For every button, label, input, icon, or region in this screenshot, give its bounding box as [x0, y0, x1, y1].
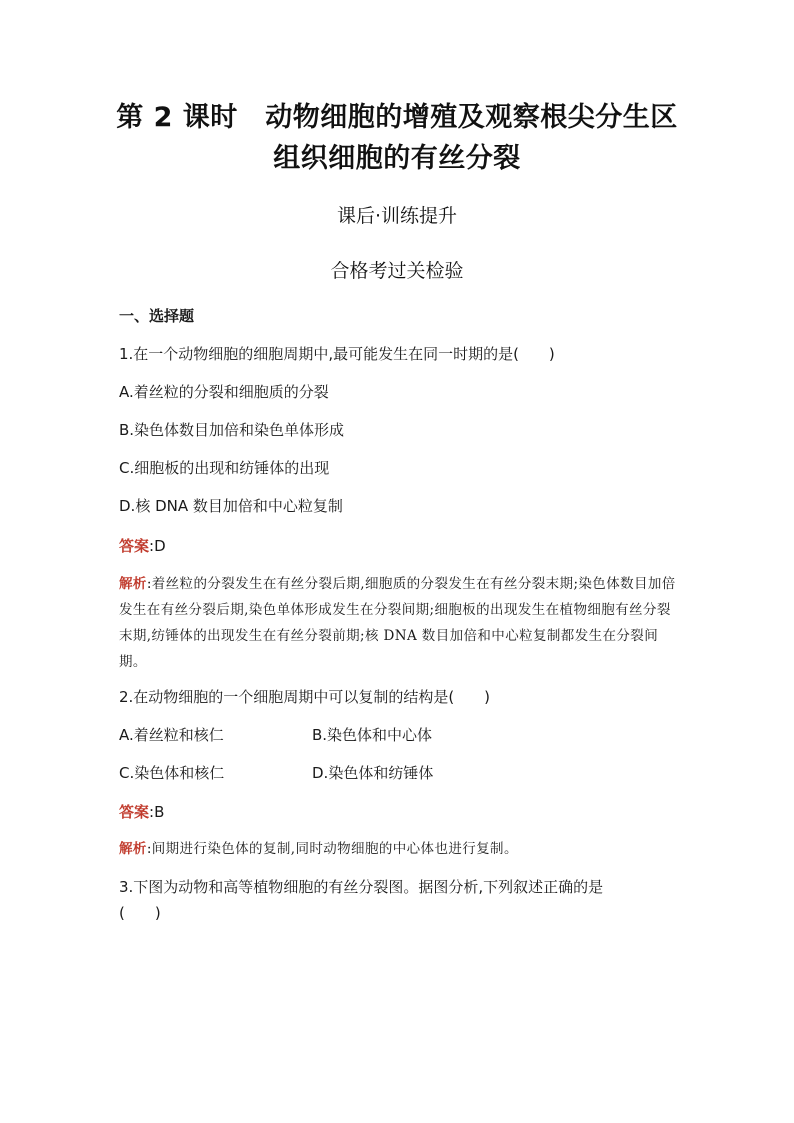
analysis-text: :间期进行染色体的复制,同时动物细胞的中心体也进行复制。: [146, 841, 518, 857]
answer-label: 答案: [119, 537, 150, 555]
lesson-title-line-2: 组织细胞的有丝分裂: [273, 143, 521, 174]
question-2-answer: [119, 801, 164, 823]
question-1-answer: [119, 535, 166, 557]
part-label: 一、选择题: [119, 307, 195, 325]
question-1-option-a: A.着丝粒的分裂和细胞质的分裂: [119, 383, 329, 401]
analysis-text: :着丝粒的分裂发生在有丝分裂后期,细胞质的分裂发生在有丝分裂末期;染色体数目加倍发生在有丝分裂后期,染色单体形成发生在分裂间期;细胞板的出现发生在植物细胞有丝分裂末期,纺锤体的出现发生在有丝分裂前期;核 DNA 数目加倍和中心粒复制都发生在分裂间期。: [119, 576, 676, 670]
question-2-option-a: A.着丝粒和核仁: [119, 726, 224, 744]
question-2-option-c: C.染色体和核仁: [119, 764, 225, 782]
section-subtitle: 课后·训练提升: [336, 205, 458, 227]
analysis-label: 解析: [119, 576, 147, 592]
question-1-stem: 1.在一个动物细胞的细胞周期中,最可能发生在同一时期的是( ): [119, 345, 555, 363]
lesson-title-line-1: 第 2 课时 动物细胞的增殖及观察根尖分生区: [116, 102, 678, 133]
question-2-stem: 2.在动物细胞的一个细胞周期中可以复制的结构是( ): [119, 688, 491, 706]
analysis-label: 解析: [119, 841, 147, 857]
question-2-option-d: D.染色体和纺锤体: [312, 764, 434, 782]
answer-value: :B: [149, 803, 165, 821]
question-2-option-b: B.染色体和中心体: [312, 726, 433, 744]
question-1-option-b: B.染色体数目加倍和染色单体形成: [119, 421, 345, 439]
question-3-stem-line-2: ( ): [119, 904, 161, 922]
question-3-stem-line-1: 3.下图为动物和高等植物细胞的有丝分裂图。据图分析,下列叙述正确的是: [119, 878, 604, 896]
answer-value: :D: [149, 537, 166, 555]
question-1-analysis: [119, 571, 679, 675]
question-1-option-d: D.核 DNA 数目加倍和中心粒复制: [119, 497, 343, 515]
answer-label: 答案: [119, 803, 150, 821]
question-2-analysis: [119, 836, 679, 862]
question-1-option-c: C.细胞板的出现和纺锤体的出现: [119, 459, 330, 477]
section-heading: 合格考过关检验: [330, 260, 464, 282]
